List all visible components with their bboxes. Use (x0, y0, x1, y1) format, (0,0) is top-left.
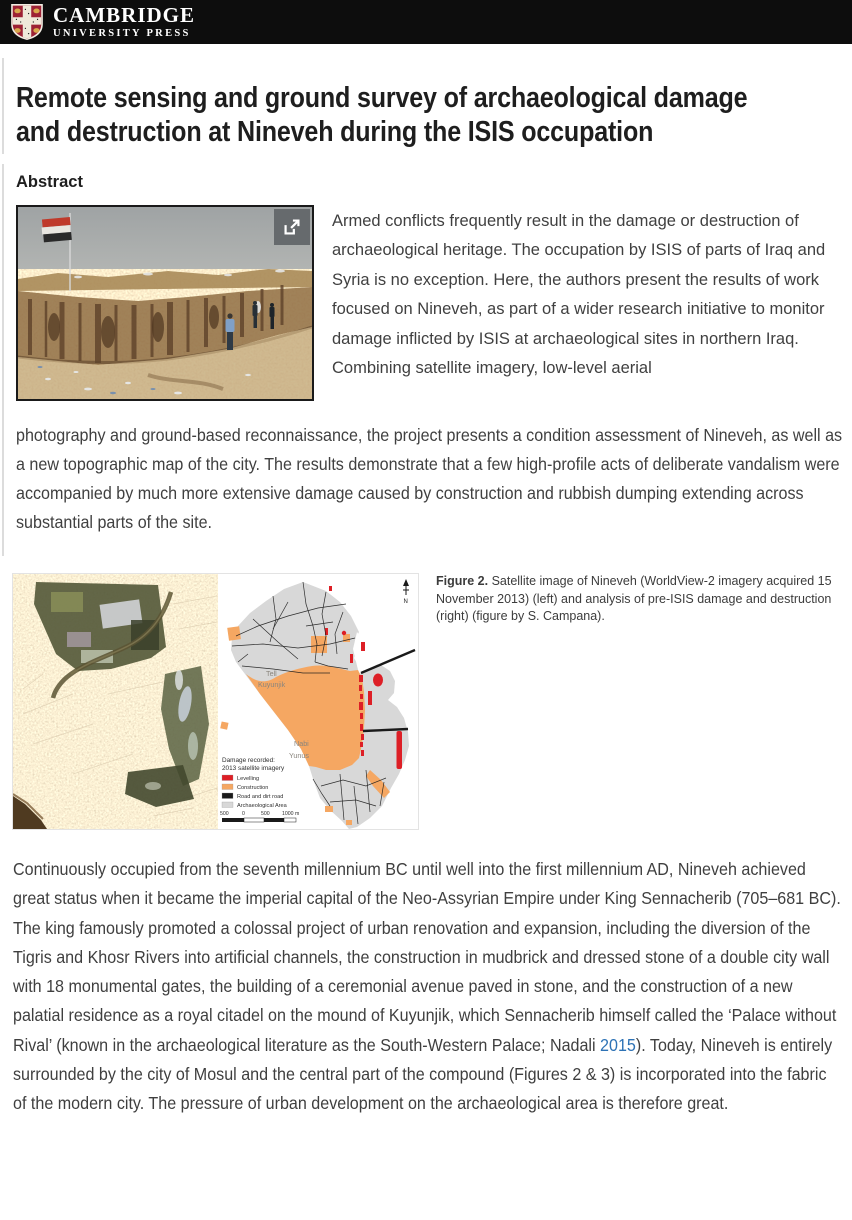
brand-text (53, 2, 196, 40)
reference-link-2015[interactable]: 2015 (600, 1034, 636, 1055)
scale-0: 0 (242, 811, 245, 817)
label-nabi: Nabi (294, 739, 309, 748)
figure-2 (12, 573, 852, 831)
excavation-photo (18, 207, 312, 399)
figure-2-label: Figure 2. (436, 574, 489, 588)
label-yunus: Yunus (289, 751, 309, 760)
satellite-image-panel (13, 574, 218, 829)
legend-label-construction: Construction (237, 785, 269, 791)
legend-label-road: Road and dirt road (237, 794, 284, 800)
figure-2-image[interactable] (12, 573, 419, 830)
expand-icon (281, 216, 303, 238)
figure-2-caption (436, 573, 838, 626)
body-text-before-link: Continuously occupied from the seventh millennium BC until well into the first millennium AD, Nineveh achieved great status when it became the imperial capital of the Neo-Assyrian Empire under King Sennacherib (705–681 BC). The king famously promoted a colossal project of urban renovation and expansion, including the diversion of the Tigris and Khosr Rivers into artificial channels, the construction in mudbrick and dressed stone of a double city wall with 18 monumental gates, the building of a ceremonial avenue paved in stone, and the construction of a new palatial residence as a royal citadel on the mound of Kuyunjik, which Sennacherib himself called the ‘Palace without Rival’ (known in the archaeological literature as the South-Western Palace; Nadali (13, 859, 841, 1055)
expand-button[interactable] (274, 209, 310, 245)
legend-swatch-levelling (222, 775, 233, 781)
article-content (0, 44, 852, 1119)
legend-label-levelling: Levelling (237, 776, 260, 782)
body-paragraph (13, 855, 843, 1119)
legend-title-2: 2013 satellite imagery (222, 765, 285, 772)
label-tell: Tell (266, 669, 277, 678)
legend-label-area: Archaeological Area (237, 803, 287, 809)
brand-subname: UNIVERSITY PRESS (53, 27, 191, 39)
abstract-text-continued: photography and ground-based reconnaissance, the project presents a condition assessment of Nineveh, as well as a new topographic map of the city. The results demonstrate that a few high-profile acts of deliberate vandalism were accompanied by much more extensive damage caused by construction and rubbish dumping extending across substantial parts of the site. (16, 425, 843, 532)
abstract-text: Armed conflicts frequently result in the damage or destruction of archaeological heritage. The occupation by ISIS of parts of Iraq and Syria is no exception. Here, the authors present the results of work focused on Nineveh, as part of a wider research initiative to monitor damage inflicted by ISIS at archaeological sites in northern Iraq. Combining satellite imagery, low-level aerial (332, 212, 826, 378)
north-label: N (403, 599, 408, 605)
legend-swatch-construction (222, 784, 233, 790)
legend-swatch-area (222, 802, 233, 808)
page-title: Remote sensing and ground survey of archaeological damage and destruction at Nineveh during the ISIS occupation (16, 82, 748, 148)
figure-2-caption-text: Satellite image of Nineveh (WorldView-2 imagery acquired 15 November 2013) (left) and analysis of pre-ISIS damage and destruction (right) (figure by S. Campana). (436, 574, 832, 623)
scale-1000: 1000 m (282, 811, 300, 817)
damage-map-panel (218, 574, 418, 829)
legend-swatch-road (222, 793, 233, 799)
scale-500b: 500 (261, 811, 270, 817)
cambridge-shield-icon (10, 3, 44, 41)
abstract-block (16, 205, 836, 407)
brand-name: CAMBRIDGE (53, 2, 196, 27)
label-kuyunjik: Kuyunjik (258, 680, 286, 689)
abstract-image[interactable] (16, 205, 314, 401)
abstract-heading: Abstract (16, 173, 83, 191)
site-header (0, 0, 852, 44)
scale-500a: 500 (220, 811, 229, 817)
body-text-after-link: ). Today, Nineveh is entirely surrounded by the city of Mosul and the central part of the compound (Figures 2 & 3) is incorporated into the fabric of the modern city. The pressure of urban development on the archaeological area is therefore great. (13, 1034, 833, 1114)
legend-title-1: Damage recorded: (222, 757, 275, 764)
publisher-logo[interactable] (10, 3, 195, 41)
